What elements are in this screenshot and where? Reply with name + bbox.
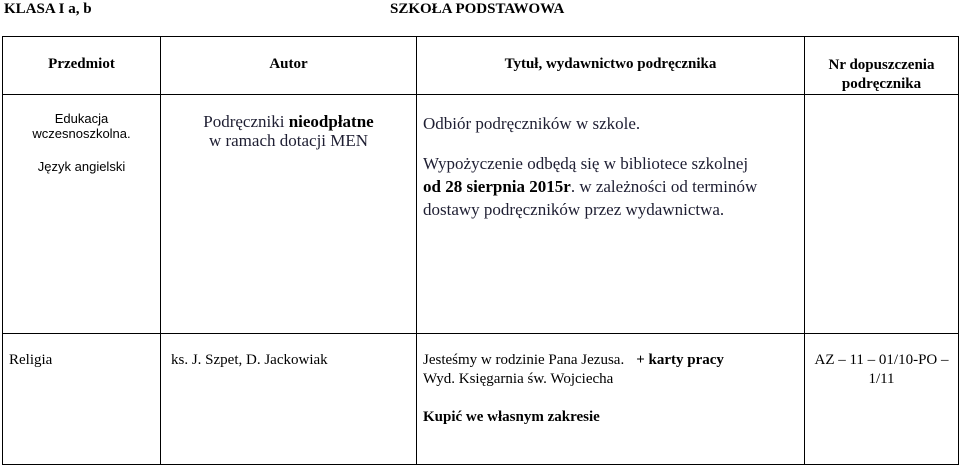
school-title: SZKOŁA PODSTAWOWA — [390, 1, 565, 17]
author-prefix: Podręczniki — [203, 112, 289, 131]
subject-line: Edukacja — [54, 111, 109, 126]
title-line: Odbiór podręczników w szkole. — [423, 114, 641, 133]
book-title: Jesteśmy w rodzinie Pana Jezusa. — [423, 352, 625, 368]
column-header-title: Tytuł, wydawnictwo podręcznika — [417, 37, 805, 95]
publisher: Wyd. Księgarnia św. Wojciecha — [423, 371, 614, 387]
table-row — [3, 95, 959, 334]
class-title: KLASA I a, b — [4, 1, 92, 17]
subject-line: wczesnoszkolna. — [32, 126, 131, 141]
cell-author — [161, 95, 417, 334]
pickup-date: od 28 sierpnia 2015r — [423, 177, 571, 196]
cell-subject — [3, 95, 161, 334]
textbook-table — [2, 36, 959, 465]
title-line: Wypożyczenie odbędą się w bibliotece szkolnej — [423, 154, 749, 173]
cell-number — [805, 334, 959, 465]
author-free-label: nieodpłatne — [288, 112, 374, 131]
column-header-number: Nr dopuszczenia podręcznika — [805, 37, 959, 95]
cell-title — [417, 334, 805, 465]
cell-author — [161, 334, 417, 465]
author-line: w ramach dotacji MEN — [208, 131, 369, 150]
title-line: . w zależności od terminów — [570, 177, 758, 196]
cell-number — [805, 95, 959, 334]
subject-line: Język angielski — [37, 159, 126, 174]
approval-number: AZ – 11 – 01/10-PO – — [814, 352, 949, 368]
title-line: dostawy podręczników przez wydawnictwa. — [423, 200, 725, 219]
author-text: ks. J. Szpet, D. Jackowiak — [171, 352, 328, 368]
page-header — [0, 0, 960, 30]
cell-title — [417, 95, 805, 334]
column-header-subject: Przedmiot — [3, 37, 161, 95]
buy-note: Kupić we własnym zakresie — [423, 409, 600, 425]
table-row — [3, 334, 959, 465]
column-header-author: Autor — [161, 37, 417, 95]
table-header-row — [3, 37, 959, 95]
subject-text: Religia — [9, 352, 53, 368]
cell-subject — [3, 334, 161, 465]
approval-number: 1/11 — [868, 371, 895, 387]
workbook-note: + karty pracy — [636, 352, 724, 368]
